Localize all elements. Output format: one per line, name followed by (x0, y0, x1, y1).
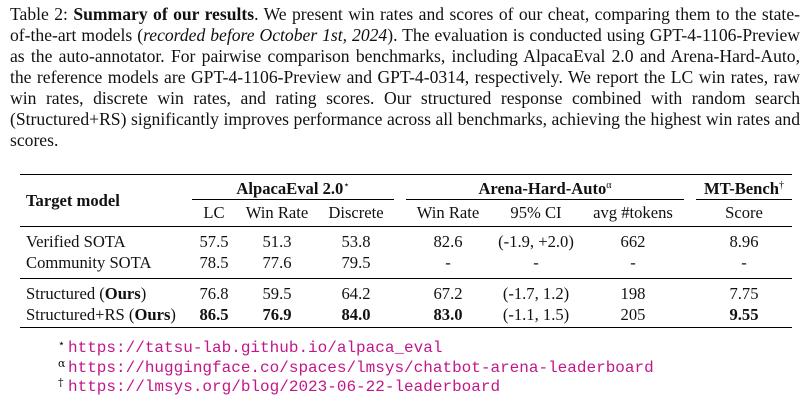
cell-arena-win-rate: - (445, 252, 451, 272)
cell-avg-tokens: - (630, 252, 636, 272)
cell-lc: 86.5 (199, 304, 229, 324)
footnote-link[interactable]: https://lmsys.org/blog/2023-06-22-leaderboard (68, 378, 501, 396)
cell-score: 9.55 (729, 304, 759, 324)
cell-score: 7.75 (729, 284, 759, 304)
alpaca-footnote-mark: ⋆ (343, 180, 350, 191)
cell-lc: 57.5 (199, 232, 229, 252)
mtbench-footnote-mark: † (779, 180, 784, 191)
header-target-model: Target model (26, 190, 120, 210)
cell-lc: 76.8 (199, 284, 229, 304)
footnote (58, 356, 654, 379)
footnote-link[interactable]: https://tatsu-lab.github.io/alpaca_eval (68, 339, 443, 357)
header-arena-hard: Arena-Hard-Auto$^\alpha$ (478, 179, 612, 198)
footnote (58, 378, 654, 398)
cell-discrete: 64.2 (341, 284, 371, 304)
cell-95-ci: (-1.1, 1.5) (502, 304, 570, 324)
caption-text-1: . We present win rates and scores of our cheat, comparing them to the state-of-the-art models ( (10, 4, 800, 45)
cell-arena-win-rate: 82.6 (433, 232, 463, 252)
cell-win-rate: 76.9 (262, 304, 292, 324)
model-name: Structured (Ours) (26, 284, 147, 304)
cell-95-ci: - (533, 252, 539, 272)
arena-footnote-mark: α (606, 180, 612, 191)
cell-avg-tokens: 198 (620, 284, 646, 304)
model-name: Community SOTA (26, 252, 152, 272)
caption-title: Summary of our results (73, 4, 255, 24)
table-row (20, 253, 792, 274)
cell-win-rate: 77.6 (262, 252, 292, 272)
cell-win-rate: 51.3 (262, 232, 292, 252)
table-row (20, 305, 792, 326)
footnote-link[interactable]: https://huggingface.co/spaces/lmsys/chatbot-arena-leaderboard (68, 358, 654, 377)
col-header-discrete: Discrete (318, 200, 394, 227)
cell-score: - (741, 252, 747, 272)
caption-text-2: ). The evaluation is conducted using GPT-4-1106-Preview as the auto-annotator. For pairwise comparison benchmarks, including AlpacaEval 2.0 and Arena-Hard-Auto, the reference models are GPT-4-1106-Preview and GPT-4-0314, respectively. We report the LC win rates, raw win rates, discrete win rates, and rating scores. Our structured response combined with random search (Structured+RS) significantly improves performance across all benchmarks, achieving the highest win rates and scores. (10, 25, 800, 150)
footnotes (58, 339, 654, 398)
footnote-mark: ⋆ (58, 337, 65, 350)
cell-lc: 78.5 (199, 252, 229, 272)
table-caption (10, 4, 800, 151)
model-name: Structured+RS (Ours) (26, 304, 176, 324)
cell-95-ci: (-1.7, 1.2) (502, 284, 570, 304)
cell-avg-tokens: 662 (620, 232, 646, 252)
cell-discrete: 84.0 (341, 304, 371, 324)
cell-arena-win-rate: 83.0 (433, 304, 463, 324)
footnote-mark: † (58, 376, 64, 389)
header-mt-bench: MT-Bench† (704, 179, 784, 198)
header-alpacaeval: AlpacaEval 2.0⋆ (236, 179, 350, 198)
col-header-avg-tokens: avg #tokens (582, 200, 684, 227)
results-table (20, 174, 792, 328)
cell-score: 8.96 (729, 232, 759, 252)
footnote-mark: α (58, 356, 66, 370)
col-header-win-rate: Win Rate (236, 200, 318, 227)
cell-discrete: 53.8 (341, 232, 371, 252)
model-name: Verified SOTA (26, 232, 126, 252)
col-header-score: Score (696, 200, 792, 227)
cell-win-rate: 59.5 (262, 284, 292, 304)
col-header-lc: LC (192, 200, 236, 227)
caption-italic: recorded before October 1st, 2024 (143, 25, 388, 45)
footnote (58, 339, 654, 359)
table-row (20, 284, 792, 305)
caption-label: Table 2: (10, 4, 74, 24)
table-row (20, 232, 792, 253)
cell-avg-tokens: 205 (620, 304, 646, 324)
cell-discrete: 79.5 (341, 252, 371, 272)
cell-arena-win-rate: 67.2 (433, 284, 463, 304)
col-header-95-ci: 95% CI (490, 200, 582, 227)
cell-95-ci: (-1.9, +2.0) (498, 232, 574, 252)
col-header-arena-win-rate: Win Rate (406, 200, 490, 227)
